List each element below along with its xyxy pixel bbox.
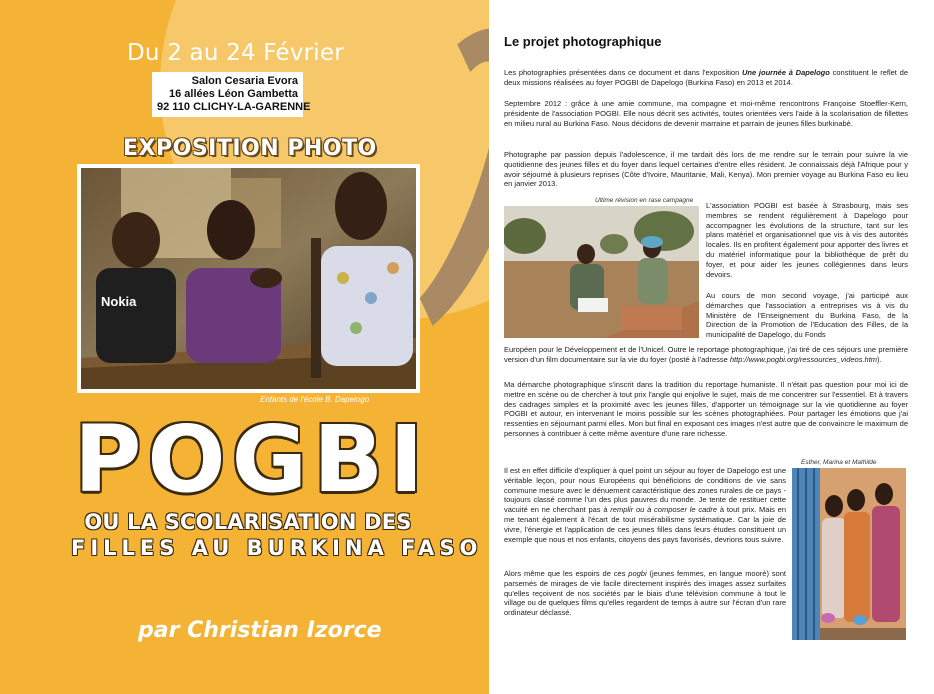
- article-panel: [489, 0, 934, 694]
- field-revision-photo: [504, 206, 699, 338]
- paragraph-second-voyage: Au cours de mon second voyage, j'ai participé aux démarches que l'association a entreprises vis à vis du Ministère de l'Enseignement du Burkina Faso, de la Direction de la Promotion de l'Education des Filles, de la municipalité de Dapelogo, du Fonds: [706, 291, 908, 340]
- exhibition-label: EXPOSITION PHOTO: [123, 136, 377, 161]
- image1-caption: Ultime révision en rase campagne: [595, 197, 694, 204]
- exhibition-dates: Du 2 au 24 Février: [127, 40, 344, 66]
- paragraph-meeting: Septembre 2012 : grâce à une amie commune, ma compagne et moi-même rencontrons Françoise Stoeffler-Kern, présidente de l'association POGBI. Elle nous décrit ses activités, toutes orientées vers l'aide à la scolarisation de fillettes en milieu rural au Burkina Faso. Nous décidons de devenir marraine et parrain de jeunes filles burkinabè.: [504, 99, 908, 128]
- poster-main-title: POGBI: [74, 406, 430, 513]
- article-title: Le projet photographique: [504, 34, 662, 49]
- venue-box: [152, 72, 311, 117]
- image2-caption: Esther, Marina et Mathilde: [801, 459, 877, 466]
- venue-city: 92 110 CLICHY-LA-GARENNE: [157, 101, 311, 113]
- paragraph-passion: Photographe par passion depuis l'adolescence, il me tardait dès lors de me rendre sur le terrain pour suivre la vie quotidienne des jeunes filles et du foyer dans lequel certaines d'entre elles résident. Je connaissais déjà l'Afrique pour y avoir séjourné à plusieurs reprises (Côte d'Ivoire, Mauritanie, Mali, Kenya). Mon premier voyage au Burkina Faso eu lieu en janvier 2013.: [504, 150, 908, 189]
- main-photo-caption: Enfants de l'école B. Dapelogo: [260, 395, 370, 404]
- three-girls-photo: [792, 468, 906, 640]
- emphasis-compose: remplir ou à composer le cadre: [610, 505, 718, 515]
- venue-name: Salon Cesaria Evora: [191, 75, 298, 87]
- main-photo-frame: [77, 164, 420, 393]
- venue-street: 16 allées Léon Gambetta: [169, 88, 298, 100]
- emphasis-pogbi: pogbi: [628, 569, 647, 578]
- exhibition-name: Une journée à Dapelogo: [742, 68, 830, 77]
- shirt-logo-text: Nokia: [101, 294, 137, 309]
- paragraph-approach: Ma démarche photographique s'inscrit dans la tradition du reportage humaniste. Il n'était pas question pour moi ici de mettre en scène ou de chercher à tout prix l'angle qui enjolive le sujet, mais de me concentrer sur l'essentiel. Et à travers des cadrages simples et la proximité avec les jeunes filles, d'apporter un témoignage sur la vie quotidienne au foyer POGBI et autour, en intervenant le moins possible sur les scènes photographiées. Pour partager les émotions que j'ai ressenties en séjournant parmi elles. Mon but final en exposant ces images n'est autre que de convaincre le maximum de personnes à contribuer à cette même aventure d'une rare richesse.: [504, 380, 908, 438]
- paragraph-intro: Les photographies présentées dans ce document et dans l'exposition Une journée à Dapelogo constituent le reflet de deux missions réalisées au foyer POGBI de Dapelogo (Burkina Faso) en 2013 et 2014.: [504, 68, 908, 87]
- paragraph-second-voyage-cont: Européen pour le Développement et de l'Unicef. Outre le reportage photographique, j'ai tiré de ces séjours une première version d'un film documentaire sur la vie du foyer (posté à l'adresse http://www.pogbi.org/ressources_videos.htm).: [504, 345, 908, 364]
- poster-subtitle-line2: FILLES AU BURKINA FASO: [71, 536, 483, 560]
- paragraph-lesson: Il est en effet difficile d'expliquer à quel point un séjour au foyer de Dapelogo est une véritable leçon, pour nous Européens qui bénéficions de conditions de vie sans commune mesure avec le dénuement caractéristique des zones rurales de ce pays - toujours classé comme l'un des plus pauvres du monde. Je tente de restituer cette vacuité en ne cherchant pas à remplir ou à composer le cadre à tout prix. Mais en me tenant également à l'écart de tout misérabilisme systématique. Car la joie de vivre, l'énergie et l'application de ces jeunes filles dans leurs études constituent un exemple que nous et nos enfants, citoyens des pays favorisés, devrions tous suivre.: [504, 466, 786, 544]
- classroom-photo: [81, 168, 416, 389]
- poster-author: par Christian Izorce: [138, 618, 382, 643]
- paragraph-hopes: Alors même que les espoirs de ces pogbi (jeunes femmes, en langue mooré) sont parsemés de mirages de vie facile directement inspirés des images assez surfaites qu'elles reçoivent de nos sociétés par le biais d'une télévision commune à tout le village ou de quelques films qu'elles regardent de temps à autre sur l'écran d'un rare ordinateur déclassé.: [504, 569, 786, 618]
- poster-subtitle-line1: OU LA SCOLARISATION DES: [84, 510, 412, 534]
- video-url: http://www.pogbi.org/ressources_videos.htm: [729, 354, 878, 364]
- paragraph-association: L'association POGBI est basée à Strasbourg, mais ses membres se rendent régulièrement à Dapelogo pour accompagner les évolutions de la structure, tant sur les plans matériel et organisationnel que vis à vis des autorités locales. Ils en profitent également pour apporter des livres et du matériel informatique pour la bibliothèque de prêt du foyer, et pour aider les jeunes collégiennes dans leurs devoirs.: [706, 201, 908, 279]
